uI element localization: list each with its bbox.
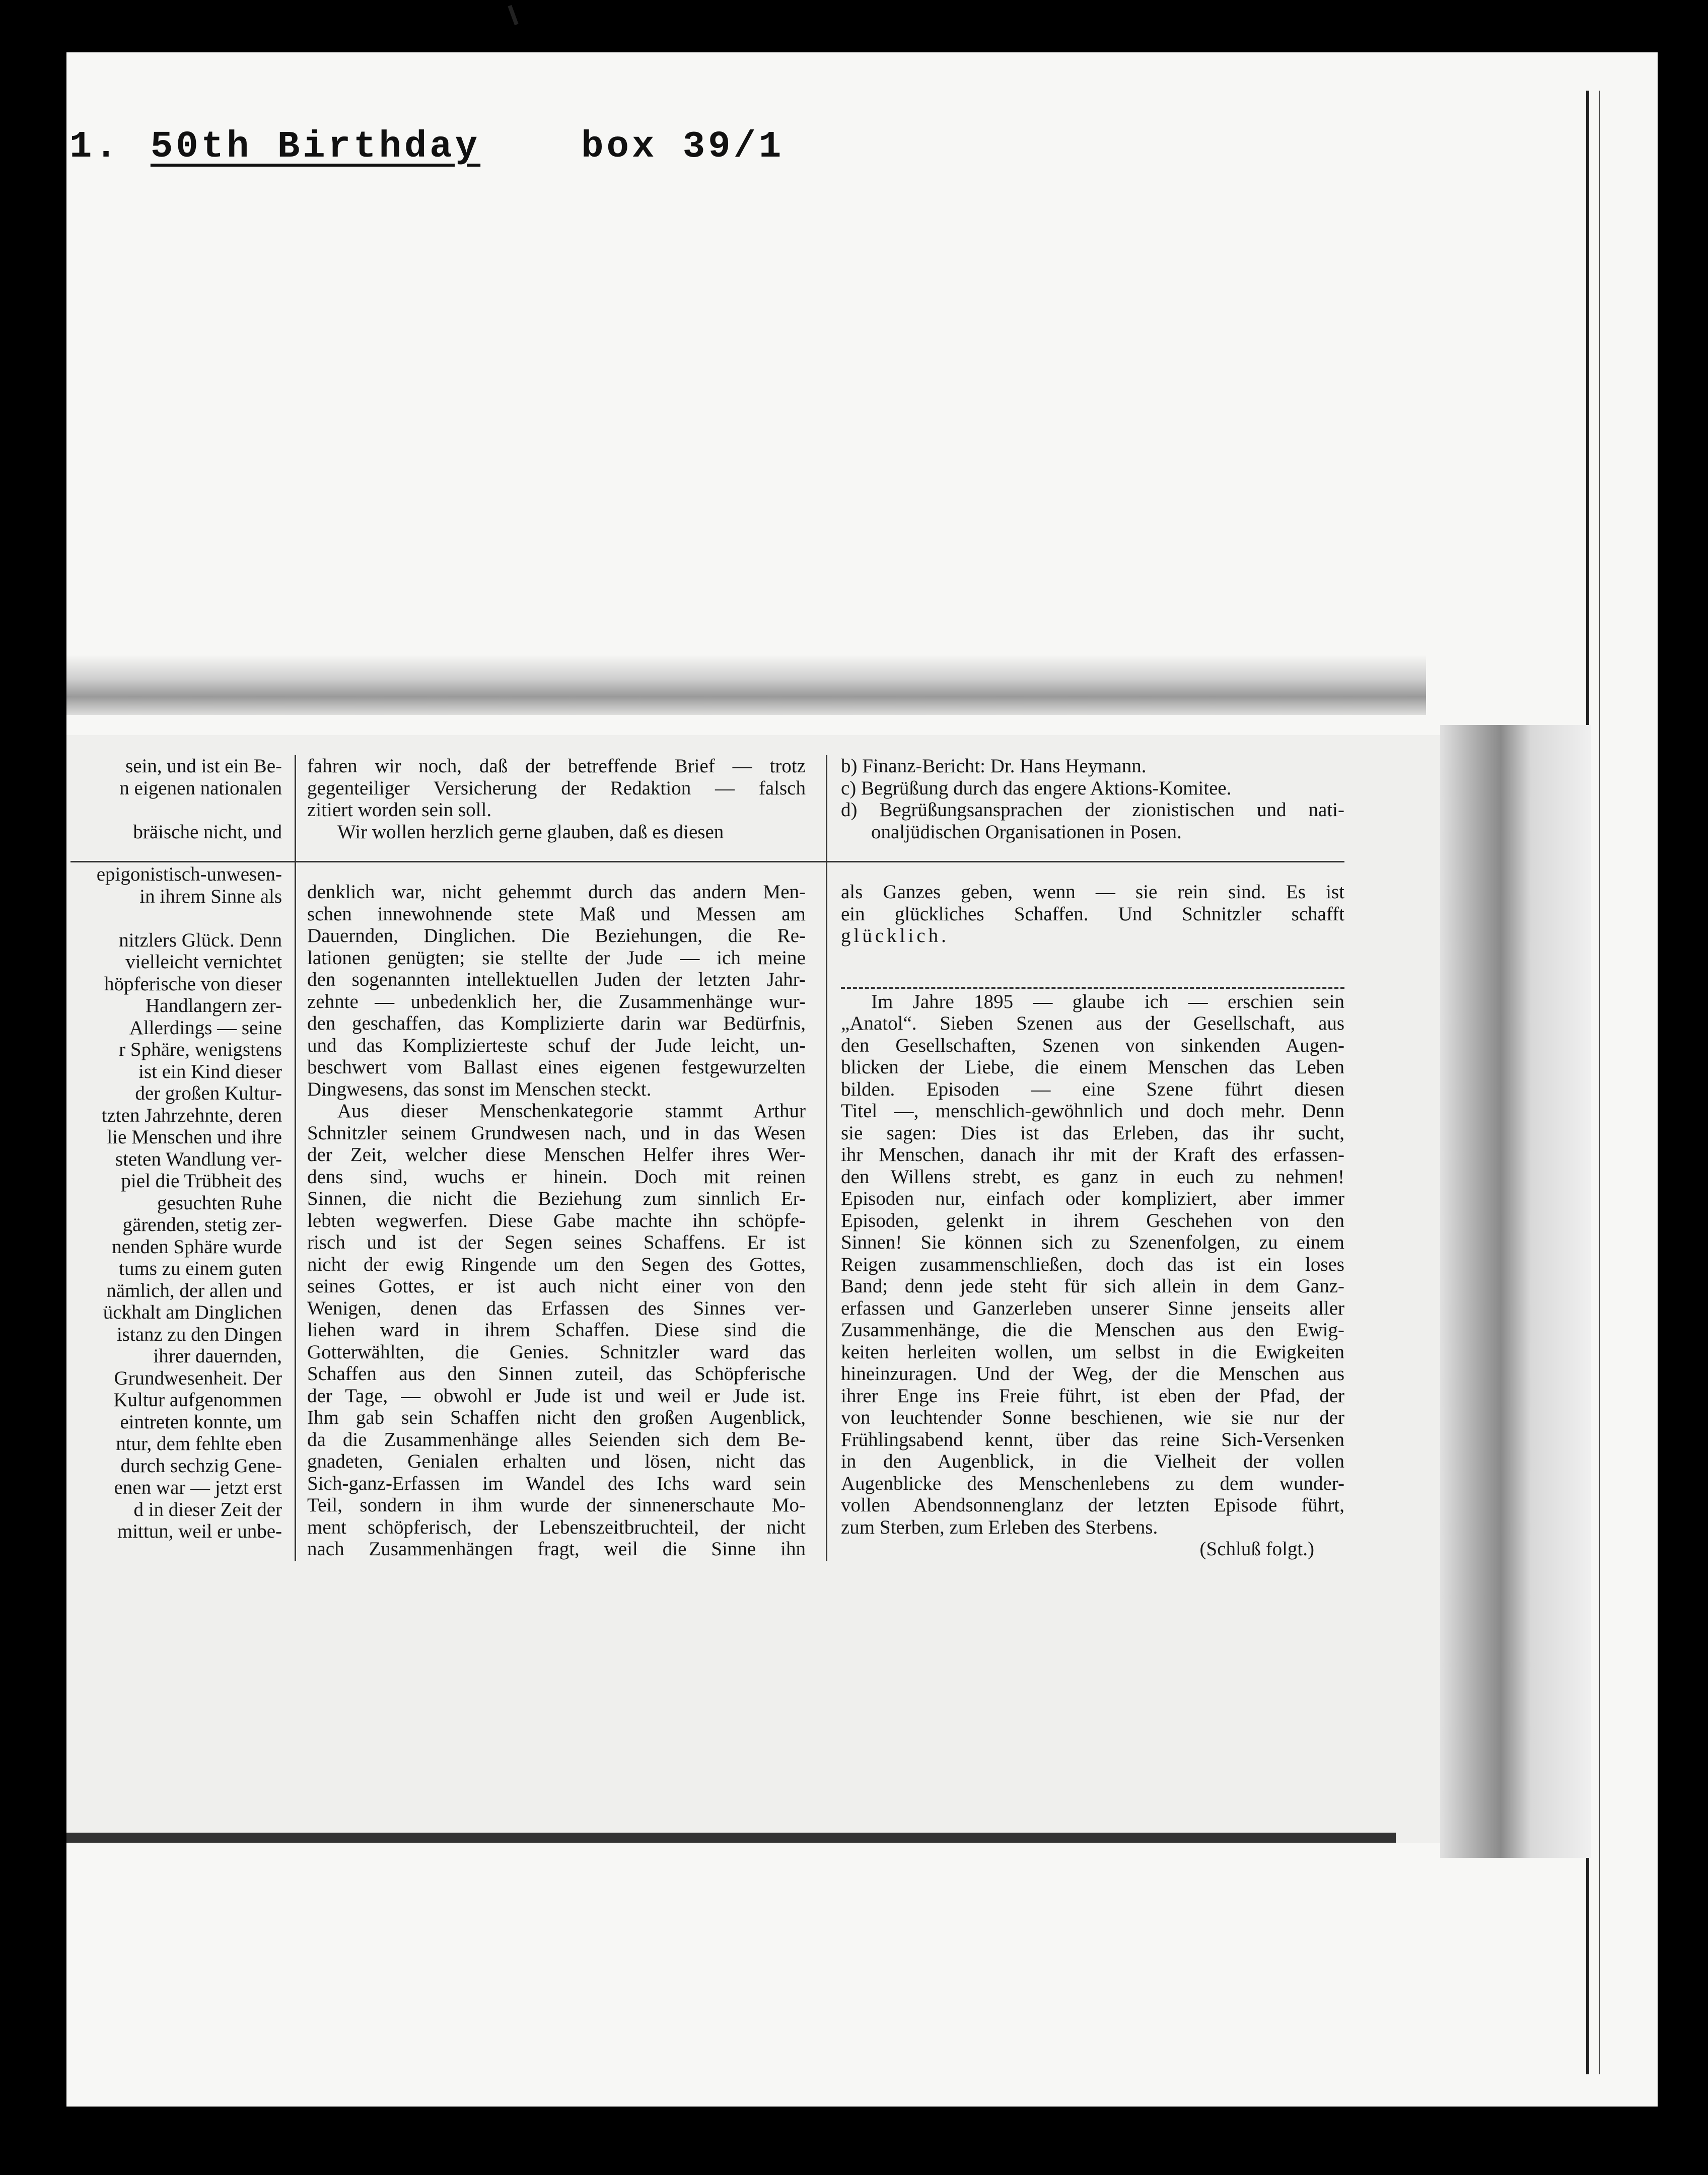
text-line: ückhalt am Dinglichen	[103, 1301, 282, 1323]
text-line: steten Wandlung ver-	[115, 1148, 282, 1170]
text-line: Reigen zusammenschließen, doch das ist ein loses	[841, 1253, 1344, 1275]
text-line: glücklich.	[841, 925, 949, 947]
text-line: Handlangern zer-	[146, 995, 282, 1017]
text-line: zehnte — unbedenklich her, die Zusammenhänge wur-	[307, 990, 806, 1012]
text-line: der großen Kultur-	[135, 1082, 282, 1104]
text-line: nenden Sphäre wurde	[112, 1236, 282, 1258]
text-line: bilden. Episoden — eine Szene führt diesen	[841, 1078, 1344, 1100]
text-line: piel die Trübheit des	[121, 1170, 282, 1192]
text-line: gärenden, stetig zer-	[122, 1214, 282, 1236]
column2-top	[307, 755, 806, 843]
text-line: in den Augenblick, in die Vielheit der vollen	[841, 1451, 1344, 1472]
text-line: d) Begrüßungsansprachen der zionistischen und nati-	[841, 799, 1344, 821]
text-line: eintreten konnte, um	[120, 1411, 282, 1433]
text-line: den geschaffen, das Komplizierte darin war Bedürfnis,	[307, 1012, 806, 1034]
text-line: ihrer dauernden,	[153, 1345, 282, 1367]
text-line: ihr Menschen, danach ihr mit der Kraft des erfassen-	[841, 1144, 1344, 1166]
text-line	[70, 799, 282, 821]
text-line: Gotterwählten, die Genies. Schnitzler ward das	[307, 1341, 806, 1363]
article-end-note: (Schluß folgt.)	[1199, 1538, 1314, 1560]
text-line: Titel —, menschlich-gewöhnlich und doch mehr. Denn	[841, 1100, 1344, 1122]
text-line: Augenblicke des Menschenlebens zu dem wunder-	[841, 1472, 1344, 1494]
text-line: Sich-ganz-Erfassen im Wandel des Ichs ward sein	[307, 1472, 806, 1494]
text-line: als Ganzes geben, wenn — sie rein sind. Es ist	[841, 881, 1344, 903]
column-divider-2	[826, 755, 827, 1561]
text-line: beschwert vom Ballast eines eigenen festgewurzelten	[307, 1056, 806, 1078]
header-box-label: box 39/1	[581, 126, 785, 168]
text-line: ist ein Kind dieser	[138, 1060, 282, 1082]
text-line: Teil, sondern in ihm wurde der sinnenerschaute Mo-	[307, 1494, 806, 1516]
text-line: r Sphäre, wenigstens	[119, 1039, 282, 1060]
header-title: 50th Birthday	[150, 126, 481, 168]
text-line: da die Zusammenhänge alles Seienden sich dem Be-	[307, 1428, 806, 1451]
column-divider-1	[295, 755, 296, 1561]
text-line: Dingwesens, das sonst im Menschen steckt.	[307, 1078, 652, 1100]
text-line: Kultur aufgenommen	[113, 1389, 282, 1411]
text-line: mittun, weil er unbe-	[117, 1520, 282, 1542]
text-line: lie Menschen und ihre	[107, 1126, 282, 1148]
text-line: gegenteiliger Versicherung der Redaktion — falsch	[307, 777, 806, 799]
text-line: epigonistisch-unwesen-	[96, 863, 282, 885]
text-line: Aus dieser Menschenkategorie stammt Arthur	[337, 1100, 806, 1122]
text-line: fahren wir noch, daß der betreffende Brief — trotz	[307, 755, 806, 777]
text-line: n eigenen nationalen	[119, 777, 282, 799]
text-line: Zusammenhänge, die die Menschen aus den Ewig-	[841, 1319, 1344, 1341]
text-line: von leuchtender Sonne beschienen, wie sie nur der	[841, 1407, 1344, 1428]
text-line: höpferische von dieser	[104, 973, 282, 995]
text-line: Episoden, gelenkt in ihrem Geschehen von den	[841, 1209, 1344, 1231]
text-line: dens sind, wuchs er hinein. Doch mit reinen	[307, 1166, 806, 1188]
column1	[70, 863, 282, 1543]
text-line: nach Zusammenhängen fragt, weil die Sinne ihn	[307, 1538, 806, 1560]
text-line: ment schöpferisch, der Lebenszeitbruchteil, der nicht	[307, 1516, 806, 1538]
text-line: sie sagen: Dies ist das Erleben, das ihr sucht,	[841, 1122, 1344, 1144]
section-rule	[70, 861, 1344, 862]
text-line: bräische nicht, und	[133, 821, 282, 843]
header-number: 1.	[69, 126, 120, 168]
text-line	[70, 907, 282, 929]
text-line: den sogenannten intellektuellen Juden der letzten Jahr-	[307, 969, 806, 990]
text-line: sein, und ist ein Be-	[125, 755, 282, 777]
text-line: risch und ist der Segen seines Schaffens. Er ist	[307, 1231, 806, 1253]
text-line: Allerdings — seine	[129, 1017, 282, 1039]
text-line: Sinnen, die nicht die Beziehung zum sinnlich Er-	[307, 1188, 806, 1209]
column1-top	[70, 755, 282, 843]
text-line: seines Gottes, er ist auch nicht einer von den	[307, 1275, 806, 1297]
scan-speck	[508, 5, 518, 25]
text-line: b) Finanz-Bericht: Dr. Hans Heymann.	[841, 755, 1147, 777]
text-line: in ihrem Sinne als	[139, 885, 282, 907]
text-line: und das Komplizierteste schuf der Jude leicht, un-	[307, 1034, 806, 1056]
text-line: denklich war, nicht gehemmt durch das andern Men-	[307, 881, 806, 903]
text-line: Episoden nur, einfach oder kompliziert, aber immer	[841, 1188, 1344, 1209]
text-line: ihrer Enge ins Freie führt, ist eben der Pfad, der	[841, 1385, 1344, 1407]
text-line: erfassen und Ganzerleben unserer Sinne jenseits aller	[841, 1297, 1344, 1319]
text-line: c) Begrüßung durch das engere Aktions-Komitee.	[841, 777, 1232, 799]
dashed-separator	[841, 967, 1344, 989]
text-line: nicht der ewig Ringende um den Segen des Gottes,	[307, 1253, 806, 1275]
text-line: der Zeit, welcher diese Menschen Helfer ihres Wer-	[307, 1144, 806, 1166]
text-line: liehen ward in ihrem Schaffen. Diese sind die	[307, 1319, 806, 1341]
fold-shadow-band	[66, 655, 1426, 715]
text-line: vollen Abendsonnenglanz der letzten Episode führt,	[841, 1494, 1344, 1516]
text-line: lebten wegwerfen. Diese Gabe machte ihn schöpfe-	[307, 1209, 806, 1231]
clipping-bottom-edge	[66, 1833, 1396, 1843]
text-line: ein glückliches Schaffen. Und Schnitzler schafft	[841, 903, 1344, 925]
text-line: den Gesellschaften, Szenen von sinkenden Augen-	[841, 1034, 1344, 1056]
text-line: Schnitzler seinem Grundwesen nach, und in das Wesen	[307, 1122, 806, 1144]
text-line: Ihm gab sein Schaffen nicht den großen Augenblick,	[307, 1407, 806, 1428]
text-line: Wenigen, denen das Erfassen des Sinnes ver-	[307, 1297, 806, 1319]
text-line: nämlich, der allen und	[106, 1279, 282, 1301]
text-line: „Anatol“. Sieben Szenen aus der Gesellschaft, aus	[841, 1012, 1344, 1034]
text-line: schen innewohnende stete Maß und Messen am	[307, 903, 806, 925]
text-line: der Tage, — obwohl er Jude ist und weil er Jude ist.	[307, 1385, 806, 1407]
text-line: durch sechzig Gene-	[120, 1455, 282, 1477]
column2	[307, 881, 806, 1560]
text-line: gesuchten Ruhe	[157, 1192, 282, 1214]
text-line: onaljüdischen Organisationen in Posen.	[871, 821, 1182, 843]
text-line: nitzlers Glück. Denn	[119, 929, 282, 951]
text-line: lationen genügten; sie stellte der Jude — ich meine	[307, 947, 806, 969]
text-line: vielleicht vernichtet	[125, 951, 282, 973]
text-line: zum Sterben, zum Erleben des Sterbens.	[841, 1516, 1158, 1538]
text-line: d in dieser Zeit der	[133, 1498, 282, 1520]
text-line: keiten herleiten wollen, um selbst in die Ewigkeiten	[841, 1341, 1344, 1363]
archive-header	[69, 126, 784, 168]
text-line: gnadeten, Genialen erhalten und lösen, nicht das	[307, 1451, 806, 1472]
text-line: Grundwesenheit. Der	[114, 1367, 282, 1389]
text-line: den Willens strebt, es ganz in euch zu nehmen!	[841, 1166, 1344, 1188]
text-line: hineinzuragen. Und der Weg, der die Menschen aus	[841, 1363, 1344, 1385]
text-line: tzten Jahrzehnte, deren	[101, 1104, 282, 1126]
column3-top	[841, 755, 1344, 843]
text-line: Sinnen! Sie können sich zu Szenenfolgen, zu einem	[841, 1231, 1344, 1253]
text-line: enen war — jetzt erst	[114, 1477, 282, 1498]
text-line: istanz zu den Dingen	[116, 1323, 282, 1345]
text-line: Band; denn jede steht für sich allein in dem Ganz-	[841, 1275, 1344, 1297]
text-line: Dauernden, Dinglichen. Die Beziehungen, die Re-	[307, 925, 806, 947]
text-line: Wir wollen herzlich gerne glauben, daß es diesen	[337, 821, 724, 843]
text-line: Schaffen aus den Sinnen zuteil, das Schöpferische	[307, 1363, 806, 1385]
text-line: Frühlingsabend kennt, über das reine Sich-Versenken	[841, 1428, 1344, 1451]
text-line: zitiert worden sein soll.	[307, 799, 492, 821]
text-line: ntur, dem fehlte eben	[116, 1433, 282, 1455]
text-line: Im Jahre 1895 — glaube ich — erschien sein	[871, 990, 1344, 1012]
text-line: blicken der Liebe, die einem Menschen das Leben	[841, 1056, 1344, 1078]
text-line: tums zu einem guten	[119, 1258, 282, 1279]
fold-shadow-right	[1440, 725, 1591, 1858]
